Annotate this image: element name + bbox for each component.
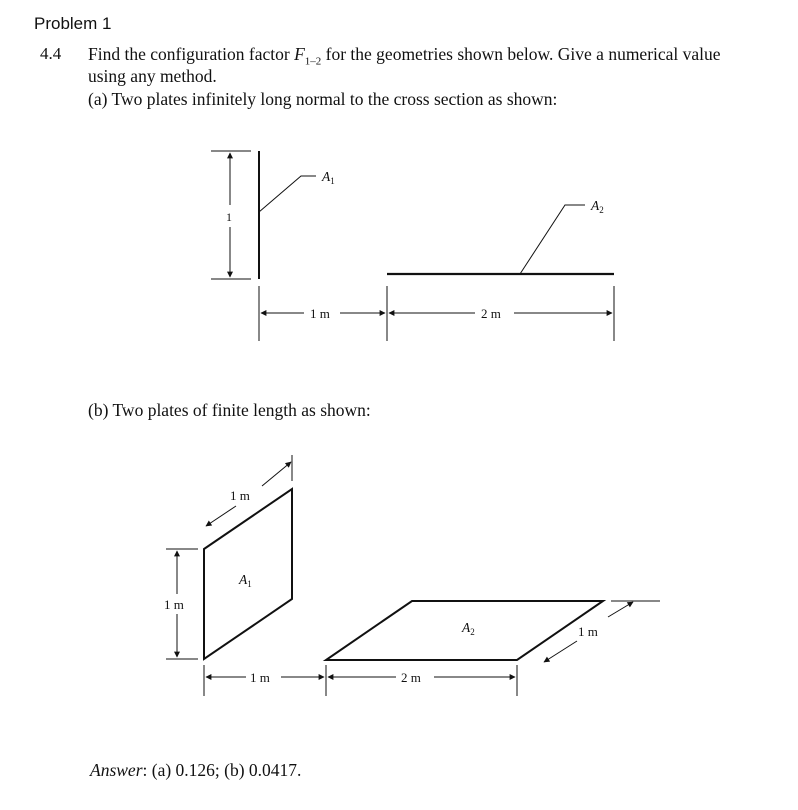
fig-a-a1-label: $A_1$ bbox=[322, 169, 335, 186]
problem-heading: Problem 1 bbox=[34, 14, 112, 33]
depth-top-dim-lower bbox=[206, 506, 236, 526]
fig-b-height-label: 1 m bbox=[164, 597, 184, 612]
a2-leader bbox=[520, 205, 585, 274]
fig-a-width-label: 2 m bbox=[481, 306, 501, 321]
a1-leader bbox=[259, 176, 316, 212]
plate-b-a1 bbox=[204, 489, 292, 659]
fig-a-gap-label: 1 m bbox=[310, 306, 330, 321]
fig-b-width-label: 2 m bbox=[401, 670, 421, 685]
figure-a bbox=[211, 151, 614, 341]
part-b-caption: (b) Two plates of finite length as shown: bbox=[88, 400, 371, 420]
depth-right-dim-upper bbox=[608, 602, 633, 617]
depth-top-dim-upper bbox=[262, 462, 291, 486]
fig-a-a2-label: $A_2$ bbox=[591, 198, 604, 215]
statement-text-after: for the geometries shown below. Give a numerical value bbox=[321, 44, 721, 64]
factor-subscript: 1–2 bbox=[304, 55, 322, 68]
statement-text-before: Find the configuration factor bbox=[88, 44, 295, 64]
fig-b-depth-top-label: 1 m bbox=[230, 488, 250, 503]
fig-b-a2-label: $A_2$ bbox=[462, 620, 475, 637]
answer-text: : (a) 0.126; (b) 0.0417. bbox=[142, 760, 302, 780]
answer-label: Answer bbox=[90, 760, 143, 780]
problem-number: 4.4 bbox=[40, 44, 62, 63]
fig-a-height-label: 1 bbox=[226, 210, 232, 224]
fig-b-a1-label: $A_1$ bbox=[239, 572, 252, 589]
fig-b-depth-right-label: 1 m bbox=[578, 624, 598, 639]
fig-b-gap-label: 1 m bbox=[250, 670, 270, 685]
part-a-caption: (a) Two plates infinitely long normal to the cross section as shown: bbox=[88, 89, 558, 109]
factor-symbol: F bbox=[294, 44, 305, 64]
problem-statement-line-2: using any method. bbox=[88, 66, 217, 86]
depth-right-dim-lower bbox=[544, 641, 577, 662]
